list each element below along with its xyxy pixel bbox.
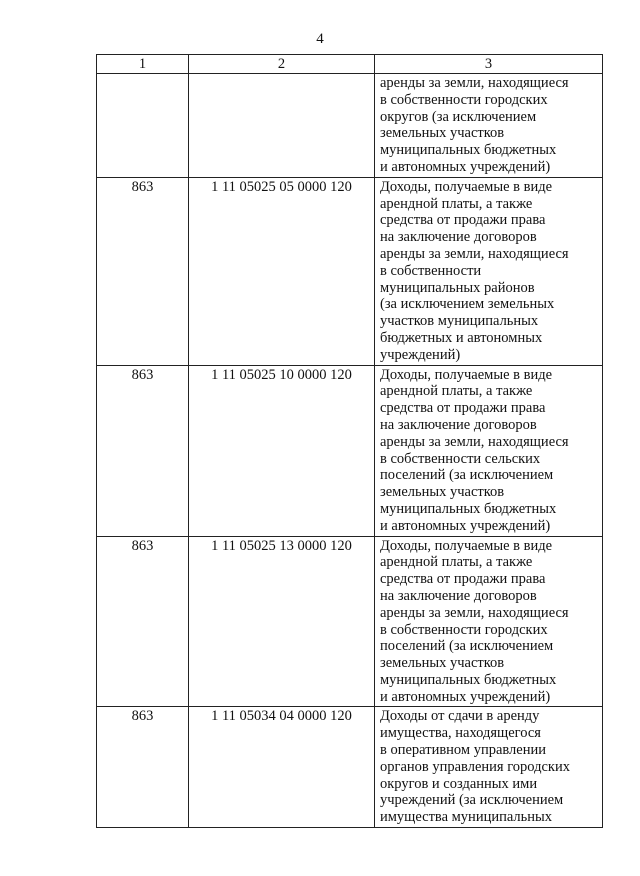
description-line: аренды за земли, находящиеся (380, 75, 569, 91)
description-line: арендной платы, а также (380, 383, 533, 400)
description-line: в собственности городских (380, 91, 548, 108)
description-line: в собственности городских (380, 621, 548, 638)
budget-classification-code-cell: 1 11 05025 13 0000 120 (189, 536, 375, 707)
description-line: (за исключением земельных (380, 296, 555, 313)
description-line: и автономных учреждений) (380, 158, 551, 175)
description-line: Доходы, получаемые в виде (380, 537, 553, 554)
budget-classification-code-cell: 1 11 05025 10 0000 120 (189, 365, 375, 536)
column-header-1: 1 (97, 55, 189, 74)
description-line: учреждений) (380, 346, 461, 363)
description-line: в оперативном управлении (380, 742, 547, 759)
description-line: на заключение договоров (380, 587, 537, 604)
description-line: поселений (за исключением (380, 467, 554, 484)
description-line: средства от продажи права (380, 400, 546, 417)
description-line: органов управления городских (380, 758, 570, 775)
description-line: земельных участков (380, 484, 505, 501)
administrator-code-cell (97, 74, 189, 178)
description-line: имущества муниципальных (380, 809, 553, 826)
description-line: арендной платы, а также (380, 195, 533, 212)
description-line: участков муниципальных (380, 313, 539, 330)
income-description-cell (375, 177, 603, 365)
description-line: муниципальных районов (380, 279, 535, 296)
description-line: в собственности (380, 262, 482, 279)
description-line: земельных участков (380, 125, 505, 142)
description-line: средства от продажи права (380, 571, 546, 588)
description-line: Доходы, получаемые в виде (380, 178, 553, 195)
budget-classification-code-cell: 1 11 05034 04 0000 120 (189, 707, 375, 828)
administrator-code-cell: 863 (97, 536, 189, 707)
description-line: округов и созданных ими (380, 775, 538, 792)
administrator-code-cell: 863 (97, 365, 189, 536)
income-description-cell (375, 365, 603, 536)
description-line: Доходы от сдачи в аренду (380, 708, 540, 725)
table-row (97, 536, 603, 707)
column-header-2: 2 (189, 55, 375, 74)
description-line: Доходы, получаемые в виде (380, 366, 553, 383)
administrator-code-cell: 863 (97, 177, 189, 365)
description-line: муниципальных бюджетных (380, 671, 557, 688)
description-line: на заключение договоров (380, 416, 537, 433)
income-description-cell (375, 536, 603, 707)
description-line: муниципальных бюджетных (380, 142, 557, 159)
description-line: в собственности сельских (380, 450, 541, 467)
budget-classification-code-cell (189, 74, 375, 178)
income-description-cell (375, 74, 603, 178)
description-line: средства от продажи права (380, 212, 546, 229)
income-description-cell (375, 707, 603, 828)
description-line: земельных участков (380, 655, 505, 672)
description-line: на заключение договоров (380, 229, 537, 246)
table-header-row (97, 55, 603, 74)
table-row (97, 177, 603, 365)
description-line: аренды за земли, находящиеся (380, 604, 569, 621)
page-number: 4 (316, 31, 324, 47)
column-header-3: 3 (375, 55, 603, 74)
description-line: округов (за исключением (380, 108, 537, 125)
description-line: поселений (за исключением (380, 638, 554, 655)
description-line: имущества, находящегося (380, 725, 541, 742)
description-line: и автономных учреждений) (380, 517, 551, 534)
budget-classification-code-cell: 1 11 05025 05 0000 120 (189, 177, 375, 365)
description-line: муниципальных бюджетных (380, 500, 557, 517)
description-line: аренды за земли, находящиеся (380, 245, 569, 262)
table-row (97, 707, 603, 828)
description-line: бюджетных и автономных (380, 329, 543, 346)
budget-classification-table (96, 54, 603, 828)
administrator-code-cell: 863 (97, 707, 189, 828)
description-line: учреждений (за исключением (380, 792, 564, 809)
table-body (97, 74, 603, 828)
table-row (97, 365, 603, 536)
description-line: и автономных учреждений) (380, 688, 551, 705)
description-line: аренды за земли, находящиеся (380, 433, 569, 450)
table-row (97, 74, 603, 178)
description-line: арендной платы, а также (380, 554, 533, 571)
